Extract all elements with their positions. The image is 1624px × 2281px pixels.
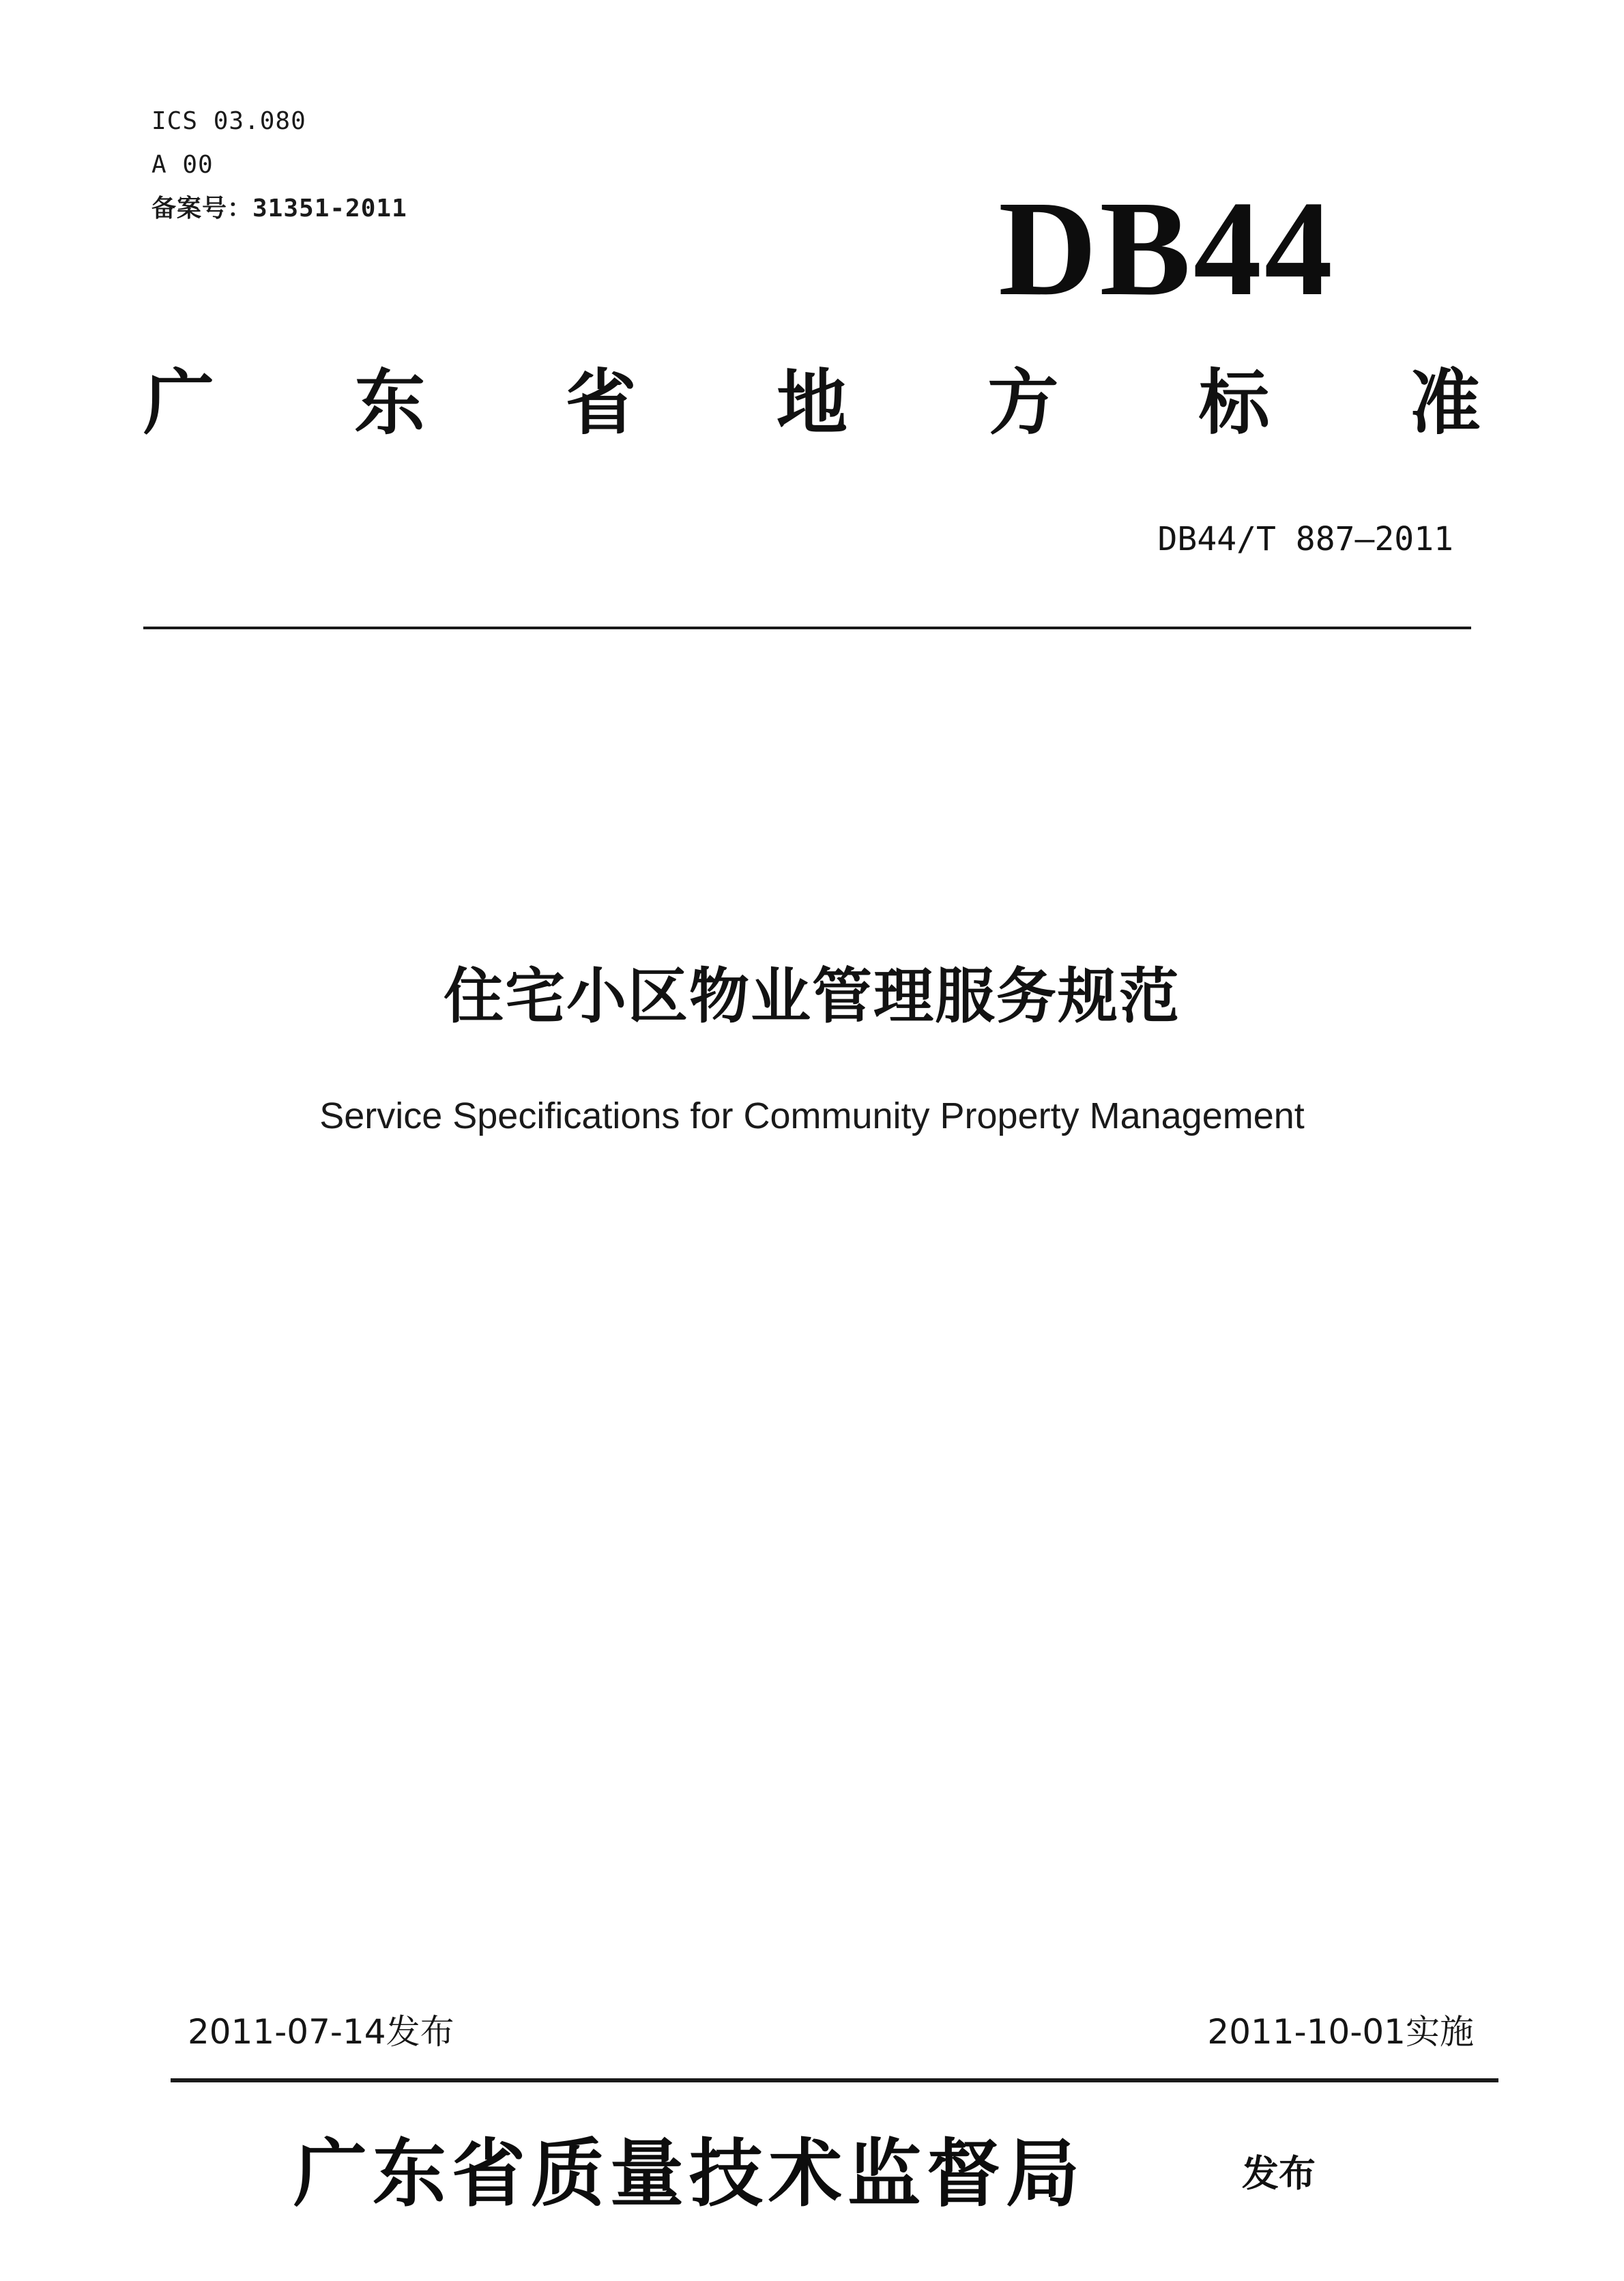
- bottom-divider: [171, 2078, 1498, 2082]
- record-number: 备案号：31351-2011: [151, 195, 407, 223]
- effective-date: 2011-10-01实施: [1207, 2012, 1474, 2052]
- standard-type-char: 标: [1198, 361, 1270, 444]
- standard-type-char: 准: [1409, 361, 1481, 444]
- document-title: 住宅小区物业管理服务规范: [443, 961, 1180, 1031]
- category-code: A 00: [151, 151, 214, 179]
- standard-type-char: 方: [987, 361, 1059, 444]
- standard-type-char: 广: [143, 361, 215, 444]
- standard-number: DB44/T 887—2011: [1157, 520, 1453, 558]
- standard-type-char: 省: [565, 361, 637, 444]
- issuing-authority: 广东省质量技术监督局: [293, 2131, 1086, 2217]
- standard-type-heading: [143, 362, 1481, 444]
- standard-type-char: 地: [776, 361, 847, 444]
- document-title-english: Service Specifications for Community Property Management: [319, 1095, 1305, 1136]
- standard-mark: DB44: [998, 173, 1335, 324]
- publish-date: 2011-07-14发布: [188, 2012, 454, 2052]
- top-divider: [143, 627, 1471, 629]
- ics-code: ICS 03.080: [151, 107, 306, 135]
- issuing-authority-suffix: 发布: [1242, 2152, 1316, 2195]
- standard-type-char: 东: [354, 361, 426, 444]
